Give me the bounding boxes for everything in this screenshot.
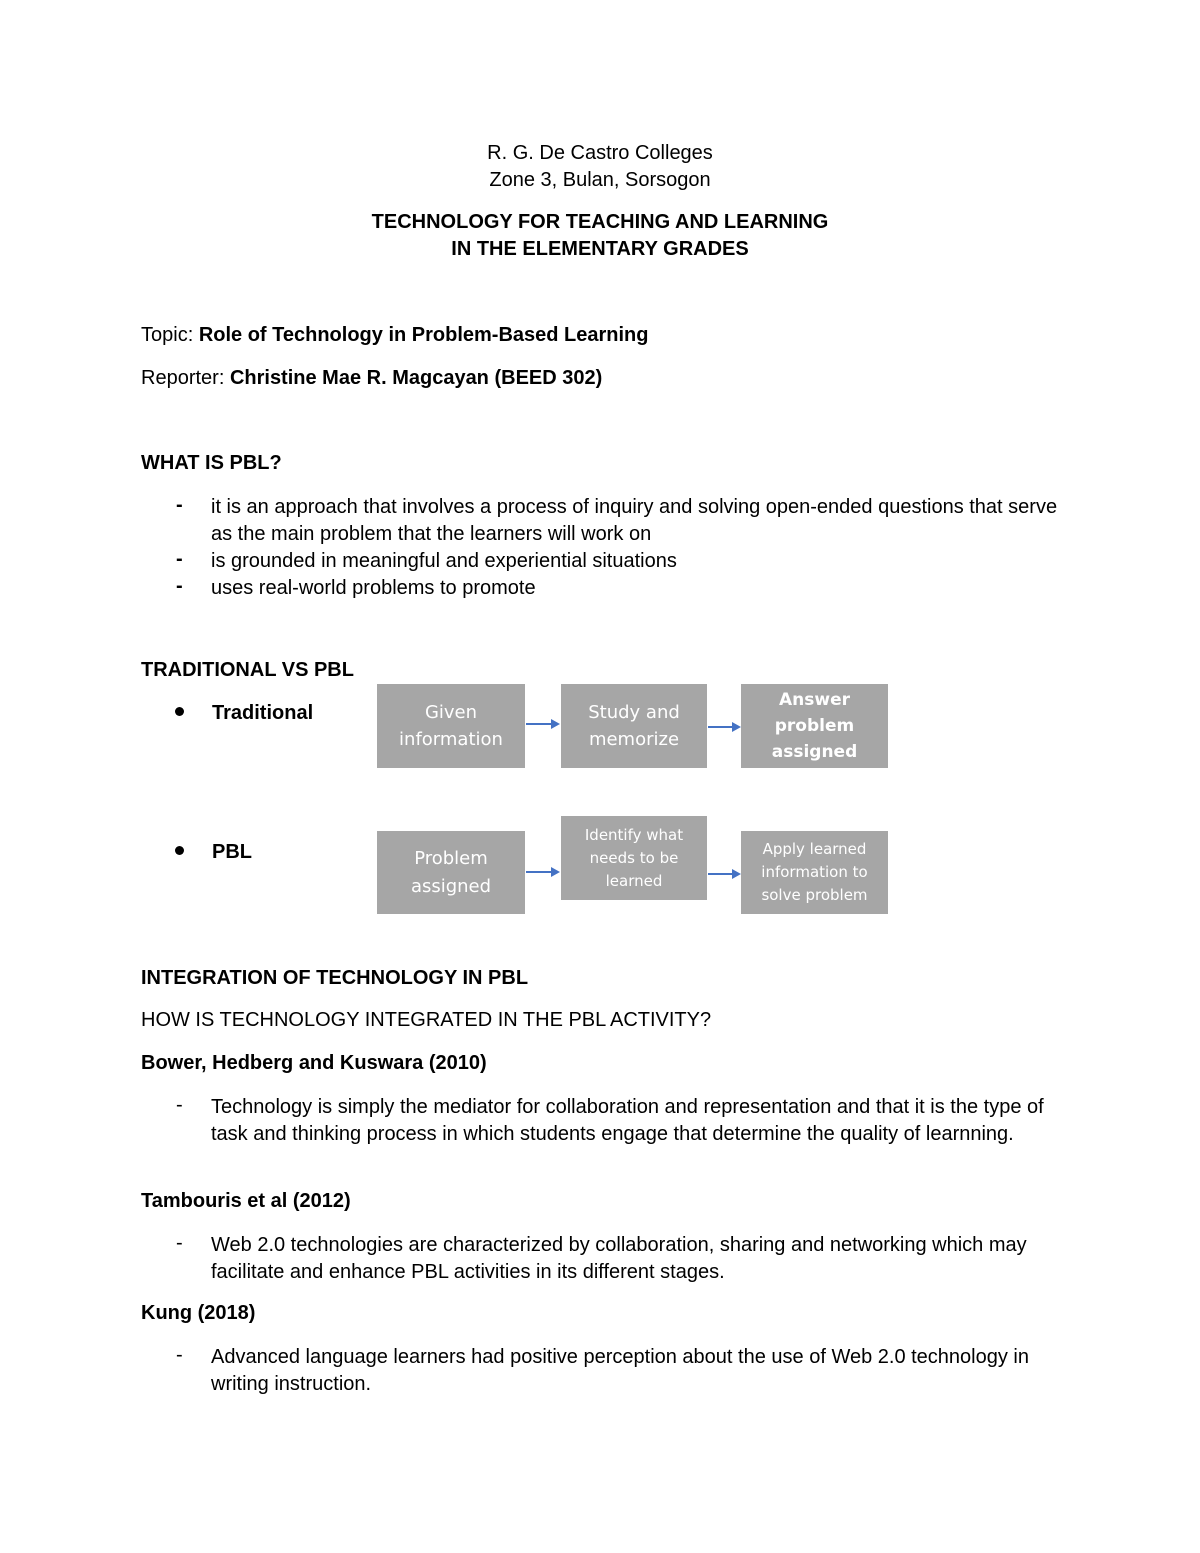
traditional-step-3: Answer problem assigned [741, 684, 888, 768]
reporter-value: Christine Mae R. Magcayan (BEED 302) [229, 367, 603, 389]
what-is-pbl-heading: WHAT IS PBL? [141, 452, 282, 474]
reference-author: Bower, Hedberg and Kuswara (2010) [141, 1052, 487, 1074]
reference-text: Web 2.0 technologies are characterized by collaboration, sharing and networking which may facilitate and enhance PBL activities in its different stages. [211, 1234, 1027, 1283]
pbl-step-2: Identify what needs to be learned [561, 816, 707, 900]
arrow-right-icon [707, 866, 742, 882]
course-title-line2: IN THE ELEMENTARY GRADES [451, 238, 749, 260]
topic-line [141, 324, 649, 347]
pbl-step-3: Apply learned information to solve problem [741, 831, 888, 914]
topic-value: Role of Technology in Problem-Based Learning [198, 324, 649, 346]
traditional-label: Traditional [212, 702, 314, 724]
pbl-label: PBL [212, 841, 252, 863]
pbl-bullet-2: is grounded in meaningful and experiential situations [211, 550, 677, 572]
reference-text: Advanced language learners had positive perception about the use of Web 2.0 technology in writing instruction. [211, 1346, 1029, 1395]
reference-author: Kung (2018) [141, 1302, 256, 1324]
reporter-label: Reporter: [141, 367, 230, 389]
bullet-dash: - [176, 1344, 183, 1366]
reference-text: Technology is simply the mediator for collaboration and representation and that it is the type of task and thinking process in which students engage that determine the quality of learnning. [211, 1096, 1044, 1145]
bullet-dash: - [176, 1232, 183, 1254]
integration-heading: INTEGRATION OF TECHNOLOGY IN PBL [141, 967, 529, 989]
topic-label: Topic: [141, 324, 199, 346]
bullet-dash: - [176, 575, 183, 597]
school-name: R. G. De Castro Colleges [487, 142, 713, 164]
reference-author: Tambouris et al (2012) [141, 1190, 351, 1212]
arrow-right-icon [525, 864, 561, 880]
traditional-vs-pbl-heading: TRADITIONAL VS PBL [141, 659, 354, 681]
arrow-right-icon [525, 716, 561, 732]
bullet-dash: - [176, 548, 183, 570]
traditional-step-1: Given information [377, 684, 525, 768]
arrow-right-icon [707, 719, 742, 735]
bullet-dash: - [176, 1094, 183, 1116]
pbl-bullet-3: uses real-world problems to promote [211, 577, 536, 599]
traditional-step-2: Study and memorize [561, 684, 707, 768]
bullet-dot [175, 707, 184, 716]
integration-question: HOW IS TECHNOLOGY INTEGRATED IN THE PBL ACTIVITY? [141, 1009, 712, 1031]
bullet-dash: - [176, 494, 183, 516]
course-title-line1: TECHNOLOGY FOR TEACHING AND LEARNING [371, 211, 829, 233]
reporter-line [141, 367, 602, 390]
pbl-bullet-1: it is an approach that involves a process of inquiry and solving open-ended questions that serve as the main problem that the learners will work on [211, 496, 1058, 545]
school-address: Zone 3, Bulan, Sorsogon [489, 169, 711, 191]
pbl-step-1: Problem assigned [377, 831, 525, 914]
bullet-dot [175, 846, 184, 855]
